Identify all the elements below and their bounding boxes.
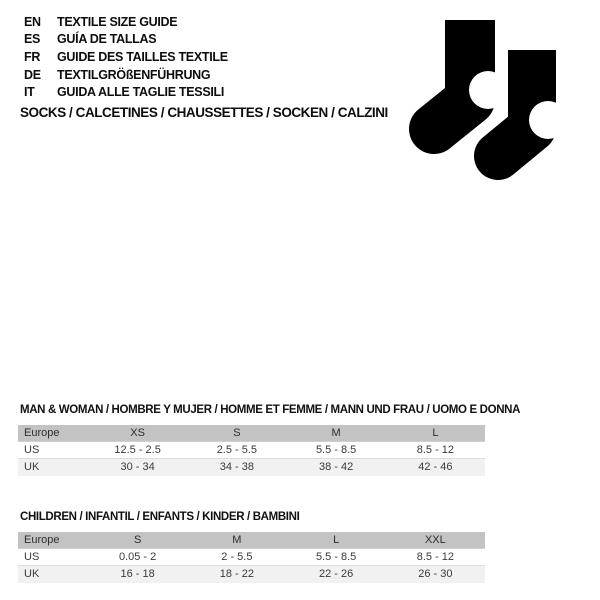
language-label: TEXTILE SIZE GUIDE [57,14,178,29]
size-cell: 22 - 26 [319,568,354,581]
size-table-section-adult [18,404,521,476]
size-table-adult [18,425,485,476]
column-header-size: XXL [424,534,446,546]
row-label: US [24,444,40,456]
size-cell: 5.5 - 8.5 [315,551,357,563]
size-cell: 12.5 - 2.5 [114,444,161,456]
row-label: UK [24,568,40,581]
size-cell: 8.5 - 12 [416,444,455,456]
language-label: GUÍA DE TALLAS [57,32,157,47]
column-header-size: L [432,427,439,439]
row-label: US [24,551,40,563]
column-header-size: S [233,427,241,439]
language-title-list [24,13,228,101]
column-header-size: S [133,534,142,546]
row-label: UK [24,461,40,474]
size-cell: 18 - 22 [219,568,254,581]
table-row-uk [18,459,485,476]
table-row-us [18,549,485,566]
sock-right [498,50,567,156]
language-row-en [24,13,228,31]
size-cell: 8.5 - 12 [416,551,455,563]
language-row-fr [24,48,228,66]
table-title-adult: MAN & WOMAN / HOMBRE Y MUJER / HOMME ET FEMME / MANN UND FRAU / UOMO E DONNA [20,404,521,416]
sock-left [434,20,507,129]
size-table-children [18,532,485,583]
language-row-de [24,66,228,84]
language-code: DE [24,67,41,82]
size-cell: 2 - 5.5 [221,551,253,563]
size-cell: 5.5 - 8.5 [315,444,357,456]
language-code: IT [24,85,35,100]
size-cell: 38 - 42 [319,461,354,474]
table-header-row [18,425,485,442]
column-header-size: M [331,427,341,439]
size-table-section-children [18,511,485,583]
size-cell: 42 - 46 [418,461,453,474]
category-title: SOCKS / CALCETINES / CHAUSSETTES / SOCKEN / CALZINI [20,105,388,120]
column-header-size: L [333,534,340,546]
table-row-us [18,442,485,459]
size-cell: 2.5 - 5.5 [216,444,258,456]
size-cell: 30 - 34 [120,461,155,474]
language-row-it [24,83,228,101]
language-label: GUIDA ALLE TAGLIE TESSILI [57,85,225,100]
language-code: ES [24,32,41,47]
size-cell: 34 - 38 [219,461,254,474]
column-header-region: Europe [24,427,60,439]
table-row-uk [18,566,485,583]
size-cell: 26 - 30 [418,568,453,581]
socks-icon [398,10,568,185]
size-cell: 0.05 - 2 [118,551,157,563]
size-cell: 16 - 18 [120,568,155,581]
language-row-es [24,31,228,49]
language-code: EN [24,14,41,29]
column-header-region: Europe [24,534,60,546]
language-code: FR [24,49,41,64]
table-header-row [18,532,485,549]
column-header-size: M [232,534,242,546]
language-label: GUIDE DES TAILLES TEXTILE [57,49,228,64]
column-header-size: XS [130,427,145,439]
language-label: TEXTILGRÖßENFÜHRUNG [57,67,211,82]
table-title-children: CHILDREN / INFANTIL / ENFANTS / KINDER / BAMBINI [20,511,300,523]
